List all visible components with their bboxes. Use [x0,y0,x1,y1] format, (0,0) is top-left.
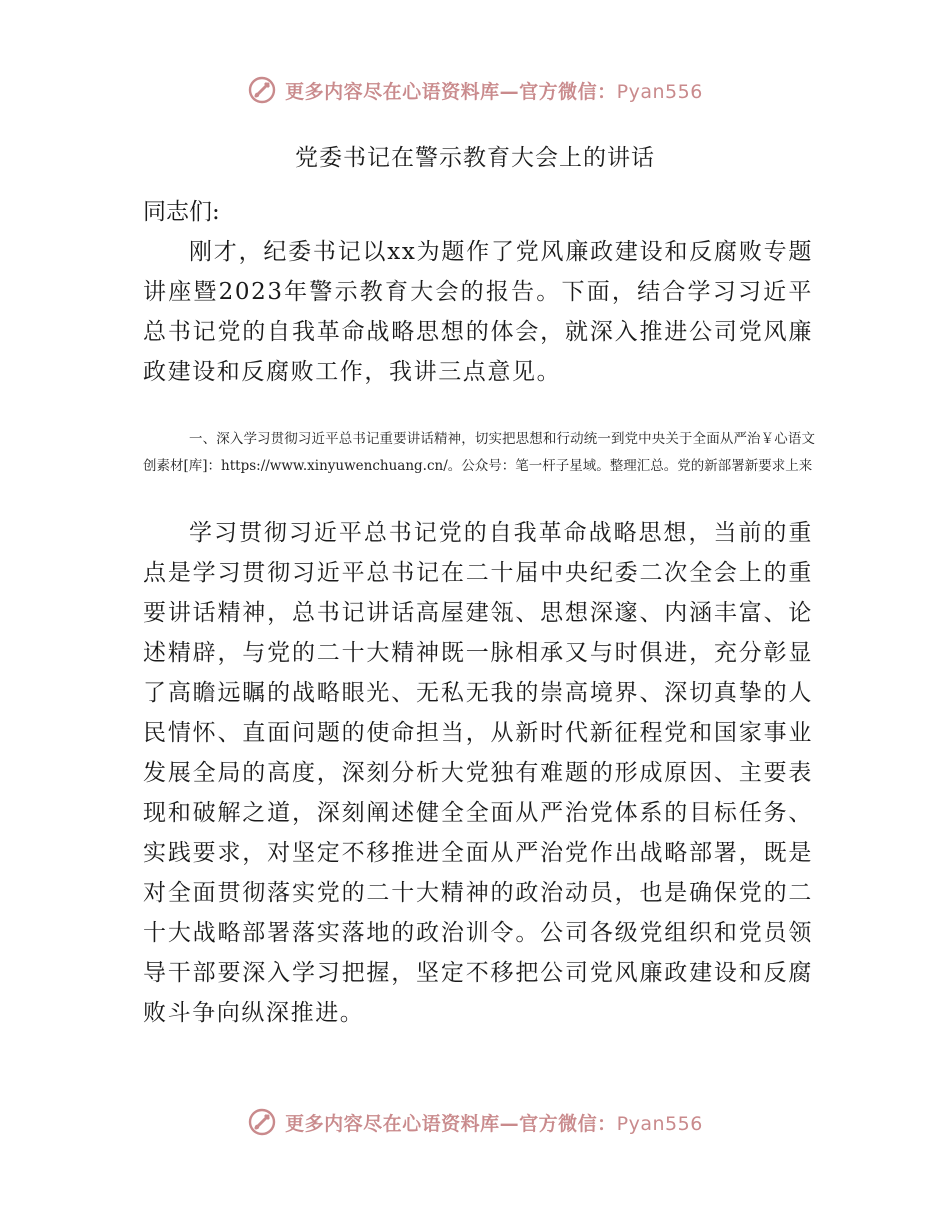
brand-logo-icon [247,1107,277,1137]
paragraph-intro: 刚才，纪委书记以xx为题作了党风廉政建设和反腐败专题讲座暨2023年警示教育大会的报告。下面，结合学习习近平总书记党的自我革命战略思想的体会，就深入推进公司党风廉政建设和反腐败工作，我讲三点意见。 [143,239,813,385]
footer-watermark-banner [0,1102,950,1142]
salutation: 同志们: [143,199,220,225]
wechat-id: Pyan556 [616,80,703,103]
paragraph-body: 学习贯彻习近平总书记党的自我革命战略思想，当前的重点是学习贯彻习近平总书记在二十届中央纪委二次全会上的重要讲话精神，总书记讲话高屋建瓴、思想深邃、内涵丰富、论述精辟，与党的二十大精神既一脉相承又与时俱进，充分彰显了高瞻远瞩的战略眼光、无私无我的崇高境界、深切真挚的人民情怀、直面问题的使命担当，从新时代新征程党和国家事业发展全局的高度，深刻分析大党独有难题的形成原因、主要表现和破解之道，深刻阐述健全全面从严治党体系的目标任务、实践要求，对坚定不移推进全面从严治党作出战略部署，既是对全面贯彻落实党的二十大精神的政治动员，也是确保党的二十大战略部署落实落地的政治训令。公司各级党组织和党员领导干部要深入学习把握，坚定不移把公司党风廉政建设和反腐败斗争向纵深推进。 [143,520,813,1026]
document-title: 党委书记在警示教育大会上的讲话 [295,145,655,171]
section-heading-1: 一、深入学习贯彻习近平总书记重要讲话精神，切实把思想和行动统一到党中央关于全面从严治￥心语文创素材[库]：https://www.xinyuwenchuang.cn/。公众号：笔一杆子星域。整理汇总。党的新部署新要求上来 [143,431,815,474]
header-watermark-banner [0,70,950,110]
banner-text: 更多内容尽在心语资料库—官方微信：Pyan556 [285,1112,703,1135]
brand-logo-icon [247,75,277,105]
wechat-id: Pyan556 [616,1112,703,1135]
banner-text: 更多内容尽在心语资料库—官方微信：Pyan556 [285,80,703,103]
